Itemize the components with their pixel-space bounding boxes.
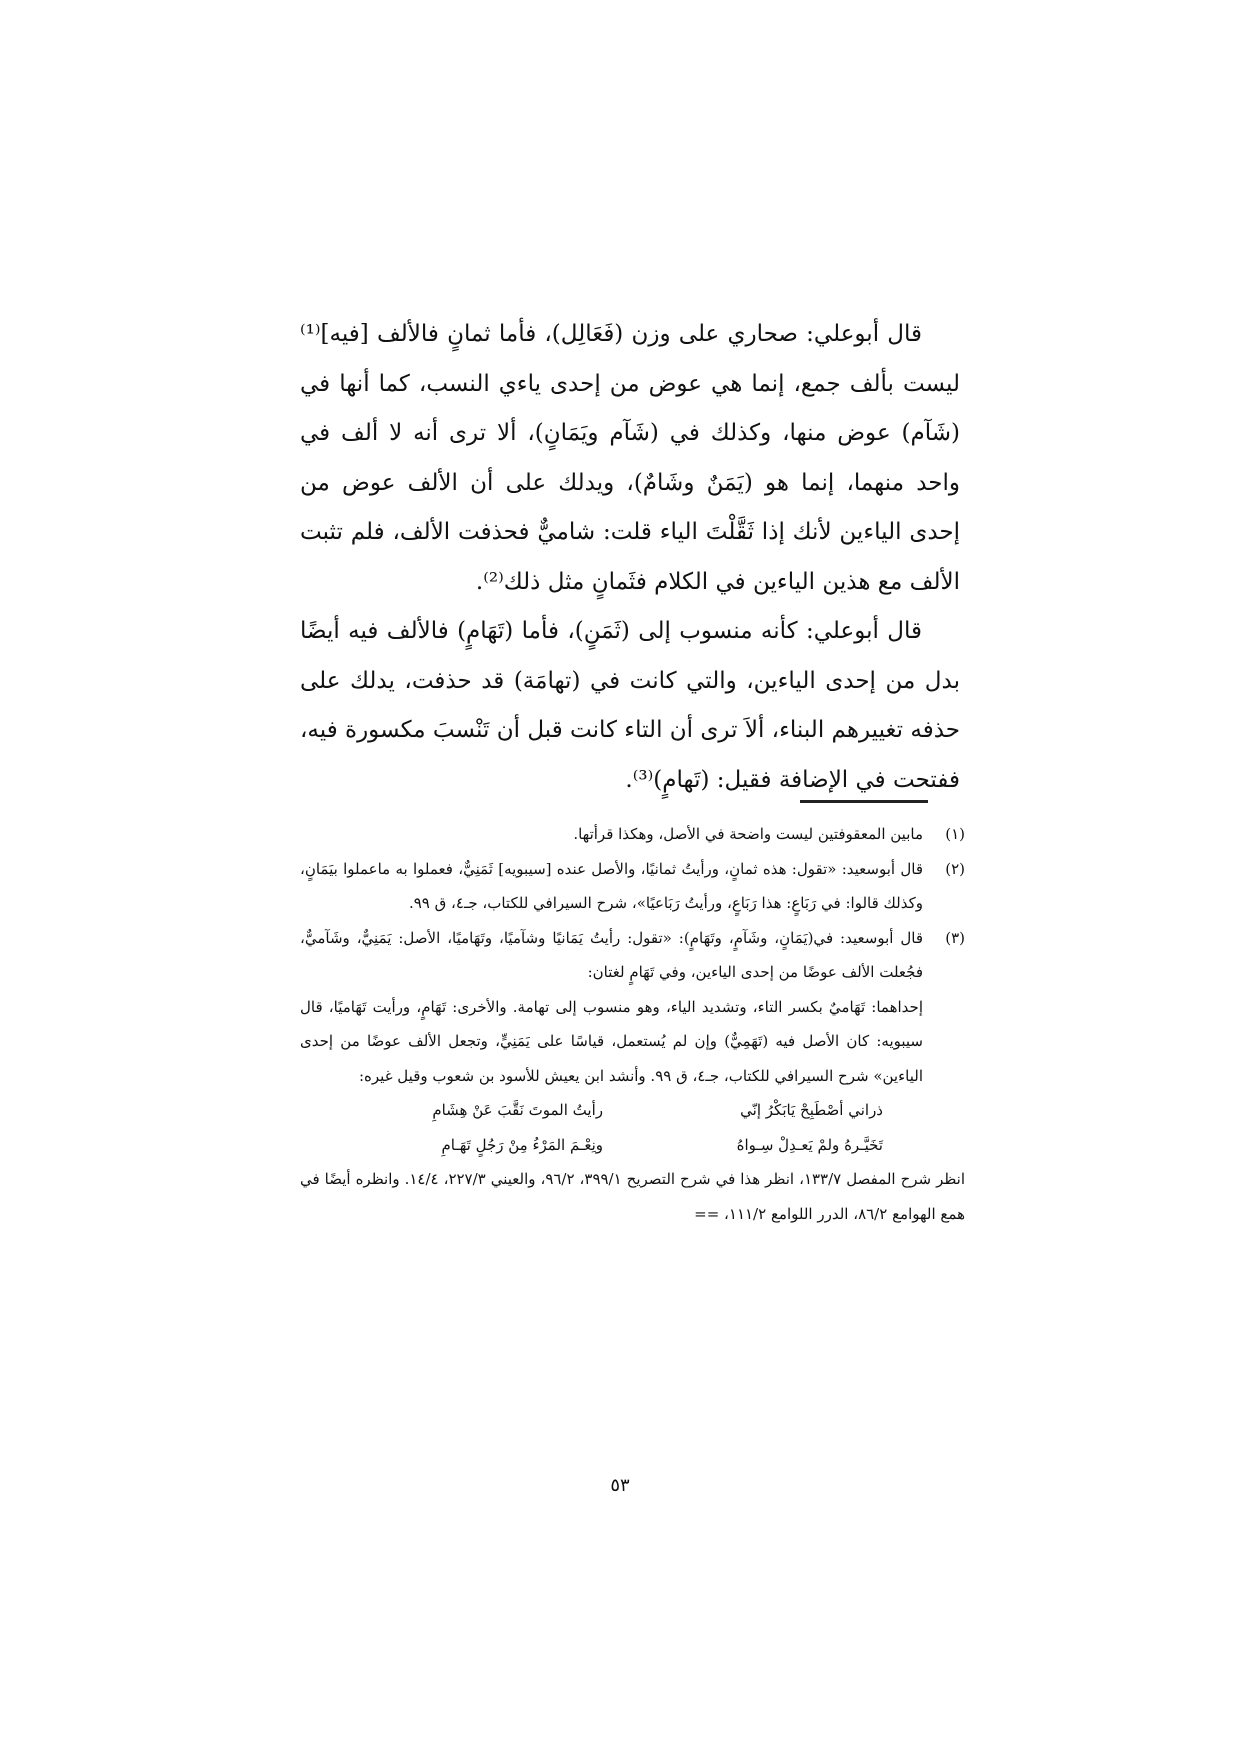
paragraph: قال أبوعلي: كأنه منسوب إلى (ثَمَنٍ)، فأما (تَهَامٍ) فالألف فيه أيضًا بدل من إحدى الياءين، والتي كانت في (تهامَة) قد حذفت، يدلك على حذفه تغييرهم البناء، ألاَ ترى أن التاء كانت قبل أن تَنْسبَ مكسورة فيه، ففتحت في الإضافة فقيل: (تَهامٍ)⁽³⁾. (300, 618, 960, 793)
footnote-text: قال أبوسعيد: في(يَمَانٍ، وشَآمٍ، وتَهَامٍ): «تقول: رأيتُ يَمَانيًا وشآميًا، وتَهَاميًا، الأصل: يَمَنِيٌّ، وشَآميٌّ، فجُعلت الألف عوضًا من إحدى الياءين، وفي تَهَامٍ لغتان: (300, 928, 923, 981)
page-number: ٥٣ (610, 1475, 630, 1496)
footnotes (300, 817, 965, 1231)
footnote-separator (800, 800, 928, 803)
footnote-text: قال أبوسعيد: «تقول: هذه ثمانٍ، ورأيتُ ثمانيًا، والأصل عنده [سيبويه] ثَمَنِيٌّ، فعملوا به ماعملوا بيَمَانٍ، وكذلك قالوا: في رَبَاعٍ: هذا رَبَاعٍ، ورأيتُ رَبَاعيًا»، شرح السيرافي للكتاب، جـ٤، ق ٩٩. (300, 859, 923, 912)
verse-hemistich: تَخَيَّـرهُ ولمْ يَعـدِلْ سِـواهُ (736, 1135, 883, 1154)
paragraph: قال أبوعلي: صحاري على وزن (فَعَالِل)، فأما ثمانٍ فالألف [فيه]⁽¹⁾ ليست بألف جمع، إنما هي عوض من إحدى ياءي النسب، كما أنها في (شَآم) عوض منها، وكذلك في (شَآم ويَمَانٍ)، ألا ترى أنه لا ألف في واحد منهما، إنما هو (يَمَنٌ وشَامٌ)، ويدلك على أن الألف عوض من إحدى الياءين لأنك إذا ثَقَّلْتَ الياء قلت: شاميٌّ فحذفت الألف، فلم تثبت الألف مع هذين الياءين في الكلام فثَمانٍ مثل ذلك⁽²⁾. (300, 321, 960, 595)
verse-hemistich: رأيتُ الموتَ نَقَّبَ عَنْ هِشَامِ (432, 1101, 603, 1119)
footnote-number: (٣) (945, 928, 965, 947)
footnote-number: (٢) (945, 859, 965, 878)
verse-hemistich: ذراني أصْطَبِحْ يَابَكْرُ إنّي (740, 1101, 883, 1119)
footnote-references: انظر شرح المفصل ١٣٣/٧، انظر هذا في شرح التصريح ٣٩٩/١، ٩٦/٢، والعيني ٢٢٧/٣، ١٤/٤. وانظره أيضًا في همع الهوامع ٨٦/٢، الدرر اللوامع ١١١/٢، == (300, 1170, 966, 1223)
verse-line (300, 1128, 923, 1163)
verse-hemistich: ونِعْـمَ المَرْءُ مِنْ رَجُلٍ تَهَـامِ (441, 1135, 603, 1154)
footnote (300, 852, 965, 921)
footnote-text: إحداهما: تَهَاميٌ بكسر التاء، وتشديد الياء، وهو منسوب إلى تهامة. والأخرى: تَهَامٍ، ورأيت تَهَاميًا، قال سيبويه: كان الأصل فيه (تَهَمِيٌّ) وإن لم يُستعمل، قياسًا على يَمَنِيٍّ، وتجعل الألف عوضًا من إحدى الياءين» شرح السيرافي للكتاب، جـ٤، ق ٩٩. وأنشد ابن يعيش للأسود بن شعوب وقيل غيره: (300, 997, 923, 1085)
footnote (300, 817, 965, 852)
footnote-number: (١) (945, 825, 965, 843)
footnote-text: مابين المعقوفتين ليست واضحة في الأصل، وهكذا قرأتها. (573, 825, 923, 843)
footnote (300, 921, 965, 1163)
verse-line (300, 1093, 923, 1128)
main-text (300, 310, 960, 805)
